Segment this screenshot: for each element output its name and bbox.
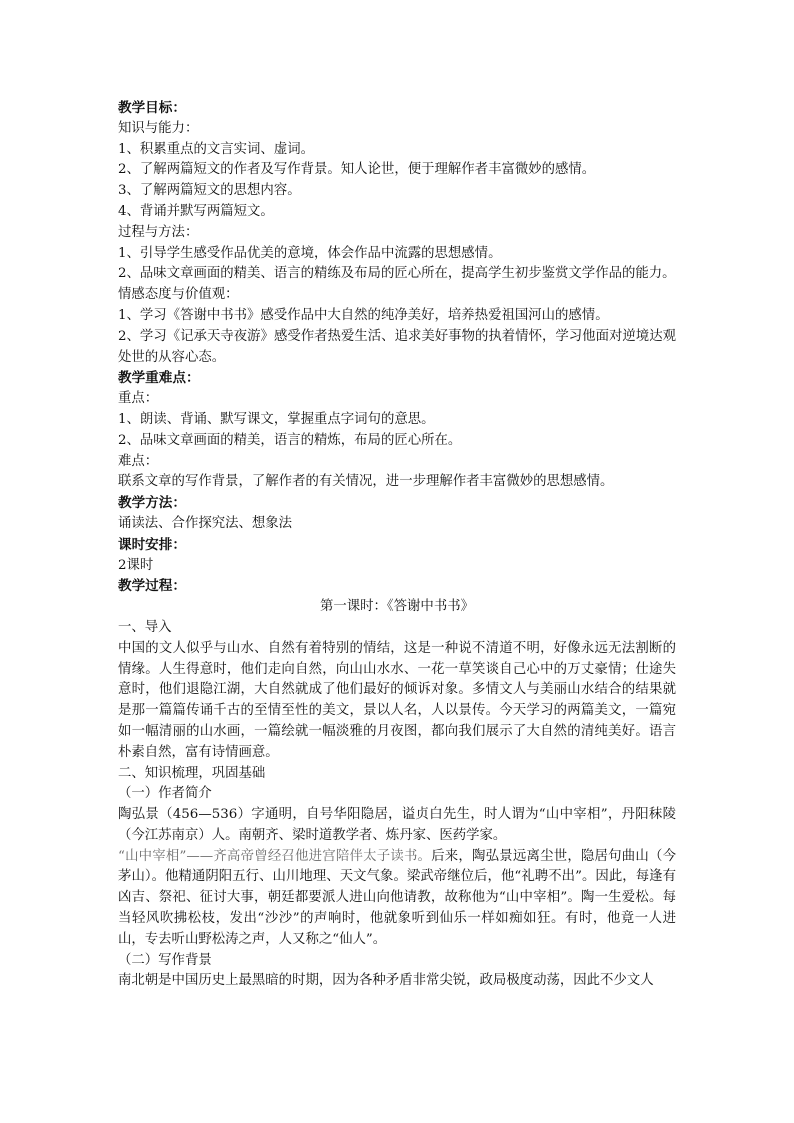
mountain-prime-minister-paragraph [118,847,676,951]
key-difficult-points-heading: 教学重难点： [118,370,200,387]
teaching-objectives-heading: 教学目标： [118,100,186,116]
process-method-heading: 过程与方法： [118,224,199,240]
difficulty-label: 难点： [118,453,159,469]
attitude-values-heading: 情感态度与价值观： [118,287,239,303]
process-item: 1、引导学生感受作品优美的意境，体会作品中流露的思想感情。 [118,245,502,261]
class-schedule-heading: 课时安排： [118,536,186,553]
teaching-methods-text: 诵读法、合作探究法、想象法 [118,515,293,531]
attitude-item: 1、学习《答谢中书书》感受作品中大自然的纯净美好，培养热爱祖国河山的感情。 [118,307,609,323]
key-point-item: 1、朗读、背诵、默写课文，掌握重点字词句的意思。 [118,411,435,427]
knowledge-review-heading: 二、知识梳理，巩固基础 [118,765,266,781]
knowledge-item: 4、背诵并默写两篇短文。 [118,203,274,219]
knowledge-item: 3、了解两篇短文的思想内容。 [118,183,301,199]
teaching-procedure-heading: 教学过程： [118,578,186,595]
quote-text: 后来，陶弘景远离尘世，隐居句曲山（今茅山）。他精通阴阳五行、山川地理、天文气象。梁武帝继位后，他“礼聘不出”。因此，每逢有凶吉、祭祀、征讨大事，朝廷都要派人进山向他请教，故称他为“山中宰相”。陶一生爱松。每当轻风吹拂松枝，发出“沙沙”的声响时，他就象听到仙乐一样如痴如狂。有时，他竟一人进山，专去听山野松涛之声，人又称之“仙人”。 [118,848,676,947]
author-intro-paragraph: 陶弘景（456—536）字通明，自号华阳隐居，谥贞白先生，时人谓为“山中宰相”，丹阳秣陵（今江苏南京）人。南朝齐、梁时道教学者、炼丹家、医药学家。 [118,807,676,843]
attitude-item: 2、学习《记承天寺夜游》感受作者热爱生活、追求美好事物的执着情怀，学习他面对逆境达观处世的从容心态。 [118,328,676,365]
intro-heading: 一、导入 [118,619,172,635]
class-schedule-text: 2课时 [118,557,154,573]
knowledge-ability-heading: 知识与能力： [118,120,199,136]
lesson-title: 第一课时：《答谢中书书》 [320,599,474,615]
teaching-methods-heading: 教学方法： [118,495,186,512]
writing-background-text: 南北朝是中国历史上最黑暗的时期，因为各种矛盾非常尖锐，政局极度动荡，因此不少文人 [118,973,654,989]
difficulty-text: 联系文章的写作背景，了解作者的有关情况，进一步理解作者丰富微妙的思想感情。 [118,474,614,490]
document-page [118,98,676,992]
knowledge-item: 2、了解两篇短文的作者及写作背景。知人论世，便于理解作者丰富微妙的感情。 [118,162,596,178]
quote-lead: “山中宰相”——齐高帝曾经召他进宫陪伴太子读书。 [118,848,432,864]
key-point-item: 2、品味文章画面的精美，语言的精炼，布局的匠心所在。 [118,432,462,448]
intro-paragraph: 中国的文人似乎与山水、自然有着特别的情结，这是一种说不清道不明，好像永远无法割断的情缘。人生得意时，他们走向自然，向山山水水、一花一草笑谈自己心中的万丈豪情；仕途失意时，他们退隐江湖，大自然就成了他们最好的倾诉对象。多情文人与美丽山水结合的结果就是那一篇篇传诵千古的至情至性的美文，景以人名，人以景传。今天学习的两篇美文，一篇宛如一幅清丽的山水画，一篇绘就一幅淡雅的月夜图，都向我们展示了大自然的清纯美好。语言朴素自然，富有诗情画意。 [118,640,676,760]
key-points-label: 重点： [118,391,159,407]
process-item: 2、品味文章画面的精美、语言的精练及布局的匠心所在，提高学生初步鉴赏文学作品的能力。 [118,266,676,282]
writing-background-heading: （二）写作背景 [118,952,212,968]
author-intro-heading: （一）作者简介 [118,786,212,802]
knowledge-item: 1、积累重点的文言实词、虚词。 [118,141,314,157]
